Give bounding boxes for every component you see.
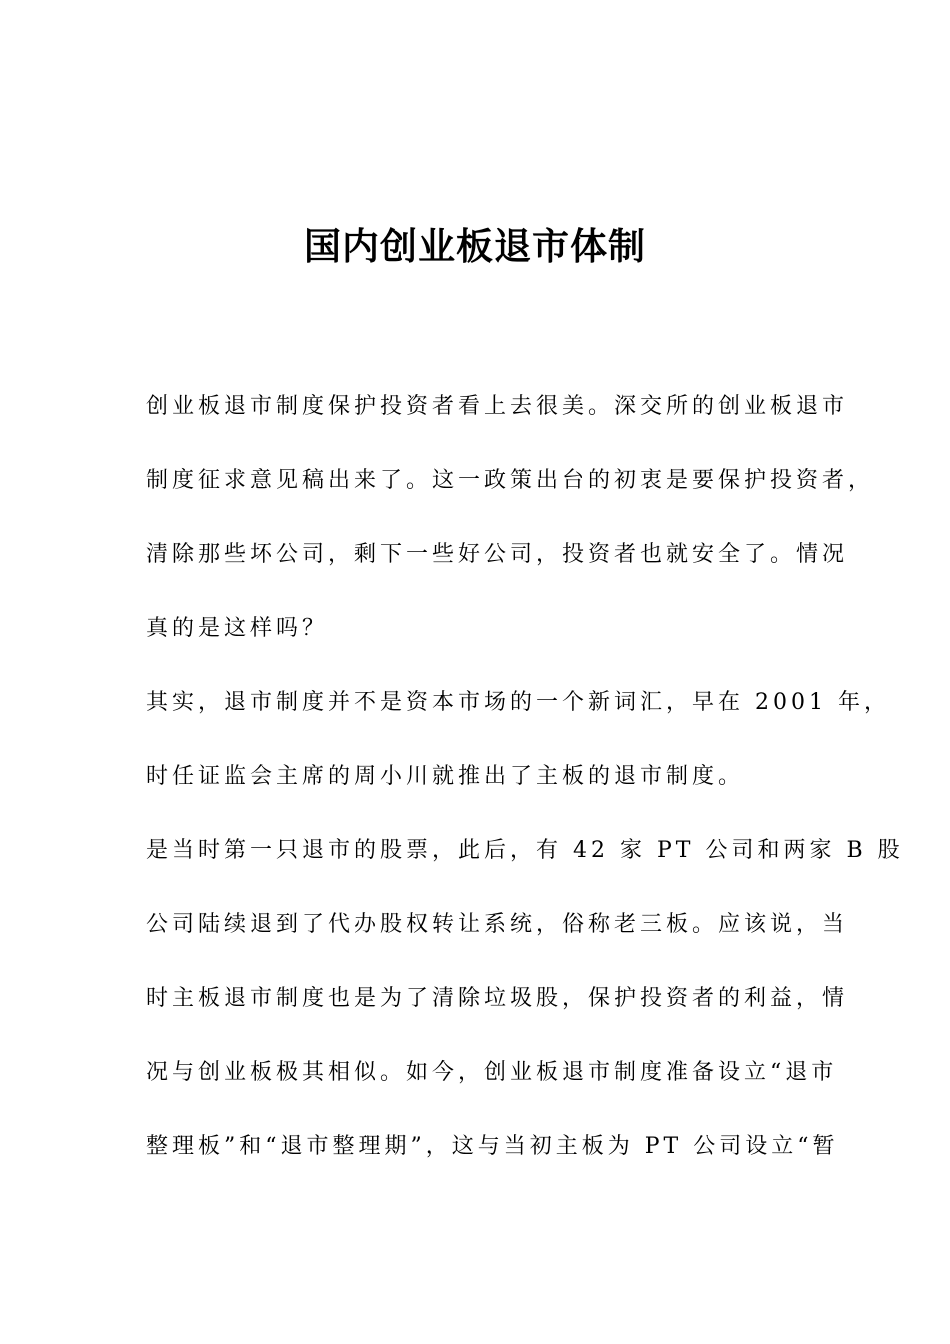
document-body	[146, 370, 904, 1184]
text-line: 创业板退市制度保护投资者看上去很美。深交所的创业板退市	[146, 394, 849, 419]
text-line: 制度征求意见稿出来了。这一政策出台的初衷是要保护投资者，	[146, 468, 875, 493]
text-line: 真的是这样吗？	[146, 616, 329, 641]
document-title: 国内创业板退市体制	[304, 225, 646, 268]
text-line: 其实，退市制度并不是资本市场的一个新词汇，早在 2001 年，	[146, 690, 890, 715]
text-line: 时任证监会主席的周小川就推出了主板的退市制度。	[146, 764, 745, 789]
text-line: 况与创业板极其相似。如今，创业板退市制度准备设立“退市	[146, 1060, 838, 1085]
text-line: 公司陆续退到了代办股权转让系统，俗称老三板。应该说，当	[146, 912, 849, 937]
text-line: 是当时第一只退市的股票，此后，有 42 家 PT 公司和两家 B 股	[146, 838, 904, 863]
text-line: 清除那些坏公司，剩下一些好公司，投资者也就安全了。情况	[146, 542, 849, 567]
text-line: 整理板”和“退市整理期”，这与当初主板为 PT 公司设立“暂	[146, 1134, 839, 1159]
text-line: 时主板退市制度也是为了清除垃圾股，保护投资者的利益，情	[146, 986, 849, 1011]
